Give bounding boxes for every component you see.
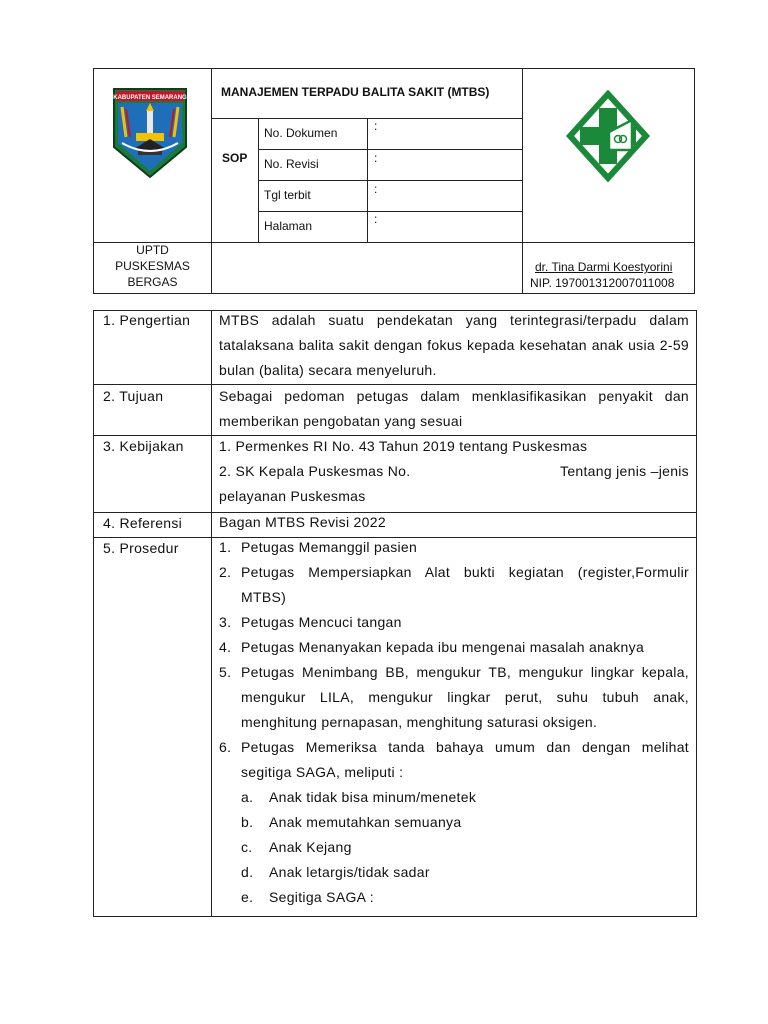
label-kebijakan: 3. Kebijakan [103,438,184,454]
uptd-line: UPTD [136,243,169,257]
prosedur-substeps [241,785,689,910]
label-referensi: 4. Referensi [103,515,183,531]
uptd-line: BERGAS [127,275,178,289]
kebijakan-item-2-cont: pelayanan Puskesmas [219,488,366,504]
prosedur-substep: e. Segitiga SAGA : [241,889,374,905]
prosedur-substep: b. Anak memutahkan semuanya [241,814,462,830]
label-prosedur: 5. Prosedur [103,540,179,556]
content-pengertian: MTBS adalah suatu pendekatan yang terintegrasi/terpadu dalam tatalaksana balita sakit dengan fokus kepada kesehatan anak usia 2-59 bulan (balita) secara menyeluruh. [219,312,689,378]
kebijakan-item-2: 2. SK Kepala Puskesmas No. [219,463,411,479]
prosedur-step: 4. Petugas Menanyakan kepada ibu mengenai masalah anaknya [219,639,645,655]
field-value-no-revisi: : [374,151,378,165]
prosedur-step: 2. Petugas Mempersiapkan Alat bukti kegiatan (register,Formulir MTBS) [219,564,689,605]
content-kebijakan [219,434,689,509]
prosedur-step: 6. Petugas Memeriksa tanda bahaya umum dan dengan melihat segitiga SAGA, meliputi : a. Anak tidak bisa minum/menetek b. Anak memutahkan semuanya c. Anak Kejang d. Anak letargis/tidak sadar e. Segitiga SAGA : [219,735,689,910]
content-tujuan: Sebagai pedoman petugas dalam menklasifikasikan penyakit dan memberikan pengobatan yang sesuai [219,388,689,429]
content-prosedur [219,535,689,910]
prosedur-substep: a. Anak tidak bisa minum/menetek [241,789,477,805]
sop-label: SOP [222,151,248,165]
kebijakan-item-2-tail: Tentang jenis –jenis [560,463,689,479]
uptd-label [94,242,211,290]
kebijakan-item-1: 1. Permenkes RI No. 43 Tahun 2019 tentang Puskesmas [219,438,588,454]
field-value-tgl-terbit: : [374,182,378,196]
content-referensi: Bagan MTBS Revisi 2022 [219,514,386,530]
signatory-nip: NIP. 197001312007011008 [530,276,675,290]
uptd-line: PUSKESMAS [115,259,190,273]
kabupaten-semarang-logo [112,87,188,179]
document-title: MANAJEMEN TERPADU BALITA SAKIT (MTBS) [221,85,490,99]
label-tujuan: 2. Tujuan [103,388,164,404]
prosedur-steps [219,535,689,910]
field-value-halaman: : [374,212,378,226]
field-label-halaman: Halaman [264,219,313,233]
signatory-name: dr. Tina Darmi Koestyorini [535,260,673,274]
label-pengertian: 1. Pengertian [103,312,191,328]
field-label-no-revisi: No. Revisi [264,157,319,171]
svg-text:KABUPATEN SEMARANG: KABUPATEN SEMARANG [113,95,187,101]
field-value-no-dokumen: : [374,119,378,133]
prosedur-substep: c. Anak Kejang [241,839,352,855]
prosedur-step: 1. Petugas Memanggil pasien [219,539,418,555]
field-label-no-dokumen: No. Dokumen [264,126,338,140]
prosedur-step: 3. Petugas Mencuci tangan [219,614,402,630]
prosedur-step: 5. Petugas Menimbang BB, mengukur TB, mengukur lingkar kepala, mengukur LILA, mengukur lingkar perut, suhu tubuh anak, menghitung pernapasan, menghitung saturasi oksigen. [219,664,689,730]
prosedur-substep: d. Anak letargis/tidak sadar [241,864,430,880]
puskesmas-logo [566,90,656,186]
field-label-tgl-terbit: Tgl terbit [264,188,311,202]
